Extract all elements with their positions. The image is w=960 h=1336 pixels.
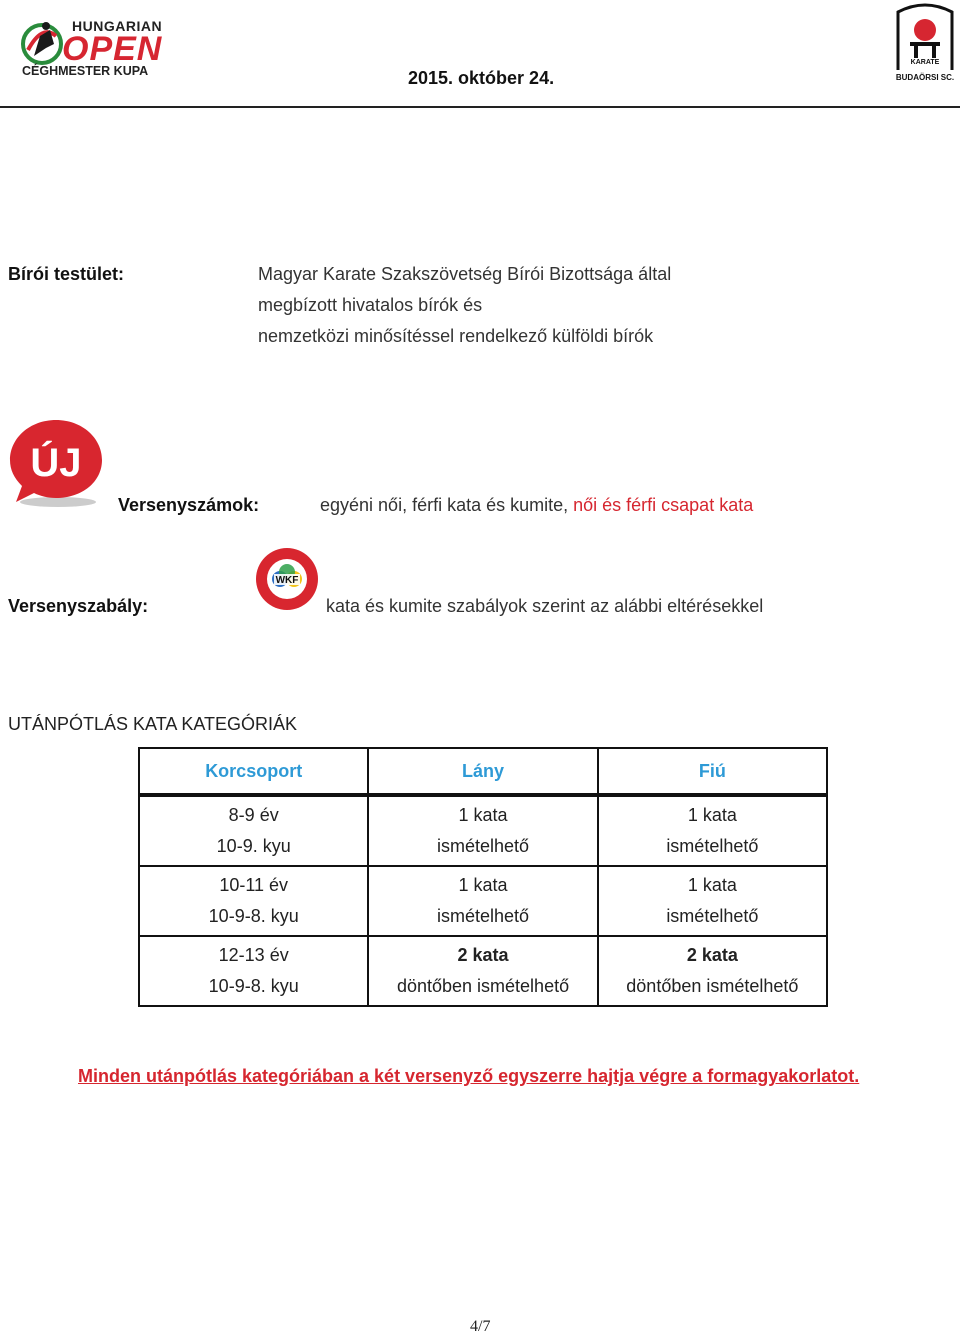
table-header-row <box>139 748 827 795</box>
table-row <box>139 936 827 1006</box>
girl-cell <box>368 936 597 1006</box>
logo-hungarian-text: HUNGARIAN <box>72 18 163 34</box>
kyu-value: 10-9-8. kyu <box>208 976 299 996</box>
rules-text: kata és kumite szabályok szerint az alábbi eltérésekkel <box>326 596 764 616</box>
events-label: Versenyszámok: <box>118 495 260 515</box>
age-value: 12-13 év <box>218 945 289 965</box>
judges-line-1: Magyar Karate Szakszövetség Bírói Bizottsága által <box>258 264 672 284</box>
svg-text:KARATE: KARATE <box>910 59 940 66</box>
kata-count: 2 kata <box>457 945 509 965</box>
judges-line-2: megbízott hivatalos bírók és <box>258 295 483 315</box>
header-divider <box>0 106 960 108</box>
table-row <box>139 795 827 866</box>
kata-rule: döntőben ismételhető <box>626 976 799 996</box>
events-text <box>320 495 753 516</box>
kata-rule: ismételhető <box>666 836 759 856</box>
kata-count: 2 kata <box>686 945 738 965</box>
age-cell <box>139 936 368 1006</box>
kyu-value: 10-9. kyu <box>216 836 291 856</box>
kata-categories-table <box>138 747 828 1007</box>
kata-rule: ismételhető <box>666 906 759 926</box>
events-text-highlight: női és férfi csapat kata <box>573 495 754 515</box>
boy-cell <box>598 866 827 936</box>
girl-cell <box>368 795 597 866</box>
boy-cell <box>598 936 827 1006</box>
age-cell <box>139 866 368 936</box>
svg-text:WKF: WKF <box>275 575 299 586</box>
kata-count: 1 kata <box>458 875 508 895</box>
kata-count: 1 kata <box>687 875 737 895</box>
header-boy: Fiú <box>598 748 827 795</box>
age-value: 8-9 év <box>228 805 279 825</box>
kata-rule: döntőben ismételhető <box>396 976 570 996</box>
table-row <box>139 866 827 936</box>
header-age-group: Korcsoport <box>139 748 368 795</box>
kata-count: 1 kata <box>687 805 737 825</box>
new-badge-icon <box>8 416 104 510</box>
age-cell <box>139 795 368 866</box>
judges-line-3: nemzetközi minősítéssel rendelkező külföldi bírók <box>258 326 654 346</box>
events-text-normal: egyéni női, férfi kata és kumite, <box>320 495 574 515</box>
girl-cell <box>368 866 597 936</box>
footer-note: Minden utánpótlás kategóriában a két versenyző egyszerre hajtja végre a formagyakorlatot. <box>78 1066 860 1086</box>
svg-text:ÚJ: ÚJ <box>30 441 82 485</box>
kata-rule: ismételhető <box>437 836 530 856</box>
wkf-logo-icon <box>254 546 320 612</box>
kata-count: 1 kata <box>458 805 508 825</box>
kyu-value: 10-9-8. kyu <box>208 906 299 926</box>
budakan-club-logo <box>892 2 958 86</box>
age-value: 10-11 év <box>219 875 289 895</box>
kata-rule: ismételhető <box>437 906 530 926</box>
svg-text:BUDAÖRSI SC.: BUDAÖRSI SC. <box>895 73 955 82</box>
page-number: 4/7 <box>470 1318 491 1335</box>
section-title: UTÁNPÓTLÁS KATA KATEGÓRIÁK <box>8 714 298 734</box>
header-girl: Lány <box>368 748 597 795</box>
judges-label: Bírói testület: <box>8 264 125 284</box>
boy-cell <box>598 795 827 866</box>
rules-label: Versenyszabály: <box>8 596 149 616</box>
header-date: 2015. október 24. <box>408 68 555 88</box>
logo-cup-text: CÉGHMESTER KUPA <box>22 64 149 78</box>
logo-open-text: OPEN <box>62 30 163 68</box>
